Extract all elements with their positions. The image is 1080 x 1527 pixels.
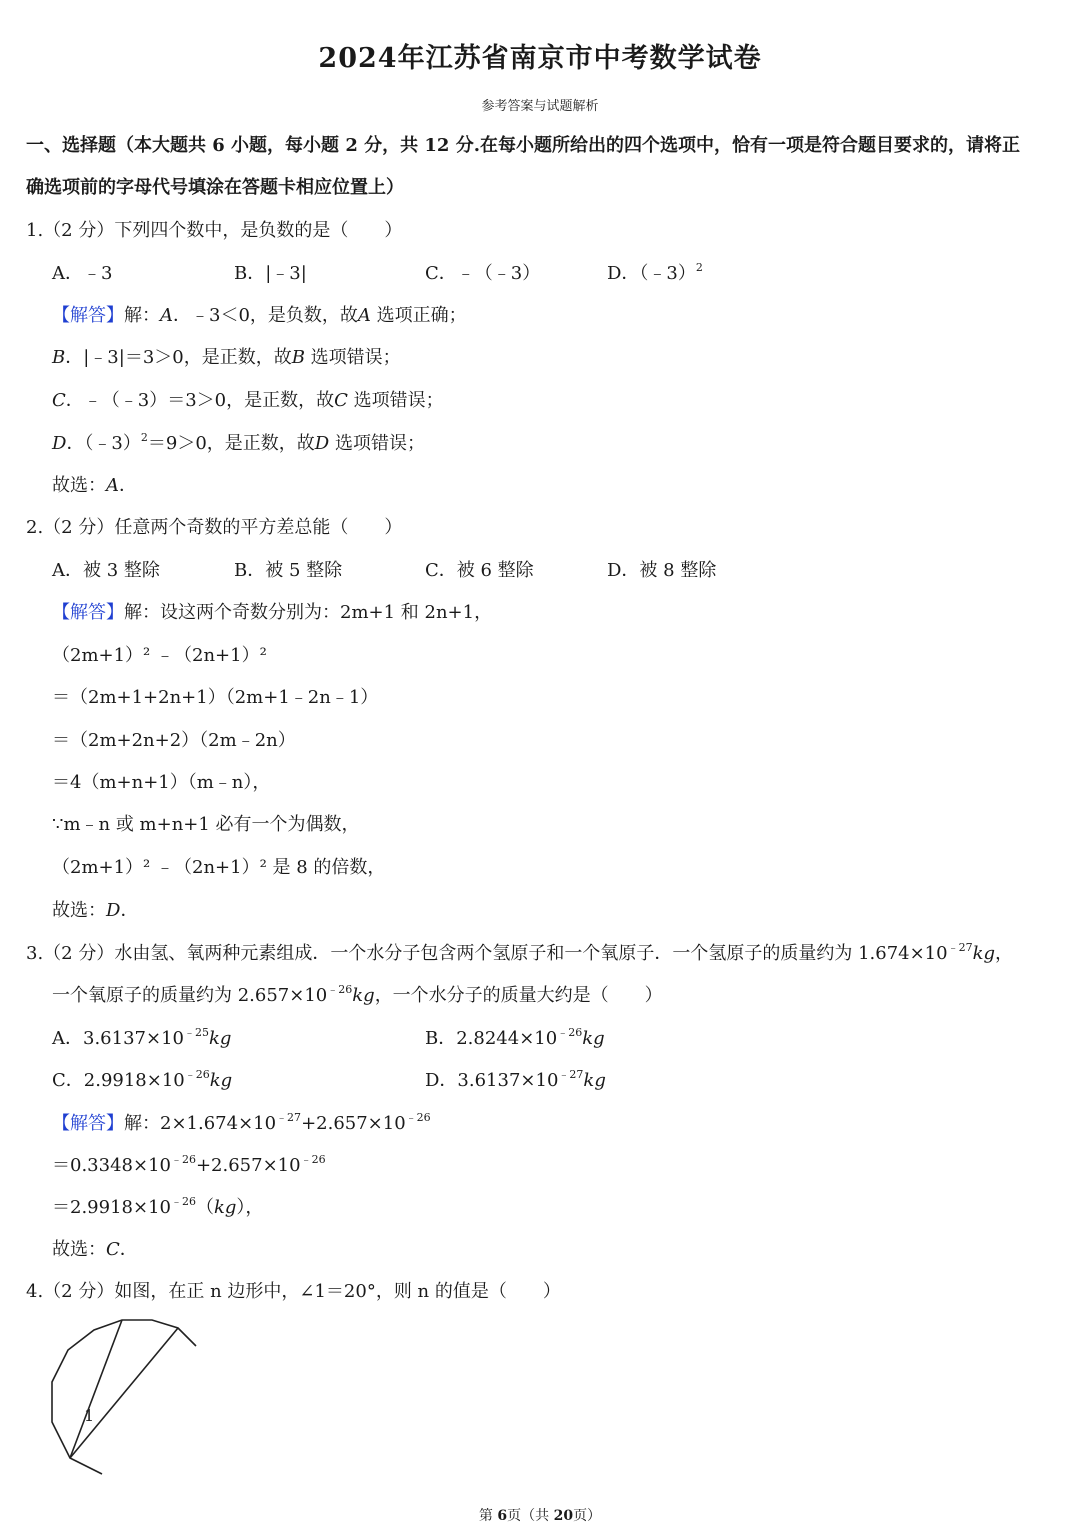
page-subtitle: 参考答案与试题解析 [481, 99, 599, 114]
answer-tag: 【解答】 [52, 602, 124, 623]
q2-answer-line5: ＝4（m+n+1）（m﹣n）， [52, 772, 271, 793]
page-footer: 第 6页（共 20页） [478, 1508, 602, 1524]
q1-answer-line4: D．（﹣3）$^2$＝9＞0，是正数，故D 选项错误； [52, 431, 425, 454]
q2-option-b: B．被 5 整除 [234, 560, 343, 581]
q1-option-a: A．﹣3 [52, 263, 113, 284]
q2-answer-line1: 【解答】解：设这两个奇数分别为：2m+1 和 2n+1， [52, 602, 493, 623]
q2-answer-line7: （2m+1）² ﹣（2n+1）² 是 8 的倍数， [52, 857, 386, 878]
q2-answer-line3: ＝（2m+1+2n+1）（2m+1﹣2n﹣1） [52, 687, 379, 708]
q2-answer-line4: ＝（2m+2n+2）（2m﹣2n） [52, 730, 296, 751]
page-number: 6 [497, 1508, 508, 1524]
q2-option-c: C．被 6 整除 [425, 560, 534, 581]
q2-answer-line6: ∵m﹣n 或 m+n+1 必有一个为偶数， [52, 814, 360, 835]
polygon-outline [52, 1320, 196, 1474]
q2-option-d: D．被 8 整除 [607, 560, 717, 581]
q3-choice: 故选：C． [52, 1239, 138, 1260]
q1-answer-line3: C．﹣（﹣3）＝3＞0，是正数，故C 选项错误； [52, 390, 444, 411]
q2-answer-line2: （2m+1）² ﹣（2n+1）² [52, 645, 267, 666]
diagonal-2 [70, 1328, 178, 1458]
page-title: 2024年江苏省南京市中考数学试卷 [318, 43, 762, 74]
q1-option-c: C．﹣（﹣3） [425, 263, 541, 284]
section-heading-line1: 一、选择题（本大题共 6 小题，每小题 2 分，共 12 分.在每小题所给出的四个选项中，恰有一项是符合题目要求的，请将正 [26, 135, 1020, 156]
question-2-stem: 2.（2 分）任意两个奇数的平方差总能（ ） [26, 517, 403, 538]
q1-answer-line1: 【解答】解：A．﹣3＜0，是负数，故A 选项正确； [52, 305, 467, 326]
q3-answer-line3: $=2.9918\times 10^{﹣26}(kg)$， [52, 1195, 264, 1218]
polygon-figure [42, 1312, 212, 1486]
q3-option-d: D．$3.6137\times 10^{﹣27}kg$ [425, 1068, 606, 1091]
page-total: 20 [553, 1508, 574, 1524]
q3-option-c: C．$2.9918\times 10^{﹣26}kg$ [52, 1068, 233, 1091]
angle-label: 1 [84, 1406, 95, 1425]
q1-choice: 故选：A． [52, 475, 137, 496]
q3-option-a: A．$3.6137\times 10^{﹣25}kg$ [52, 1026, 232, 1049]
q2-choice: 故选：D． [52, 900, 139, 921]
q1-option-b: B．|﹣3| [234, 263, 307, 284]
q3-answer-line1: 【解答】解：$2\times 1.674\times 10^{﹣27}+2.657\times 10^{﹣26}$ [52, 1111, 431, 1134]
diagonal-1 [70, 1320, 122, 1458]
q2-option-a: A．被 3 整除 [52, 560, 160, 581]
answer-tag: 【解答】 [52, 305, 124, 326]
question-3-stem-line1: 3.（2 分）水由氢、氧两种元素组成．一个水分子包含两个氢原子和一个氧原子．一个氢原子的质量约为 $1.674\times 10^{﹣27}kg$， [26, 941, 1014, 964]
section-heading-line2: 确选项前的字母代号填涂在答题卡相应位置上） [26, 177, 404, 198]
q3-option-b: B．$2.8244\times 10^{﹣26}kg$ [425, 1026, 605, 1049]
q3-answer-line2: $=0.3348\times 10^{﹣26}+2.657\times 10^{﹣26}$ [52, 1153, 326, 1176]
question-4-stem: 4.（2 分）如图，在正 n 边形中，∠1＝20°，则 n 的值是（ ） [26, 1281, 561, 1302]
q1-option-d: D．（﹣3）$^2$ [607, 261, 703, 284]
q1-answer-line2: B．|﹣3|＝3＞0，是正数，故B 选项错误； [52, 347, 401, 368]
answer-tag: 【解答】 [52, 1113, 124, 1134]
question-1-stem: 1.（2 分）下列四个数中，是负数的是（ ） [26, 220, 403, 241]
question-3-stem-line2: 一个氧原子的质量约为 $2.657\times 10^{﹣26}kg$，一个水分子的质量大约是（ ） [52, 983, 663, 1006]
